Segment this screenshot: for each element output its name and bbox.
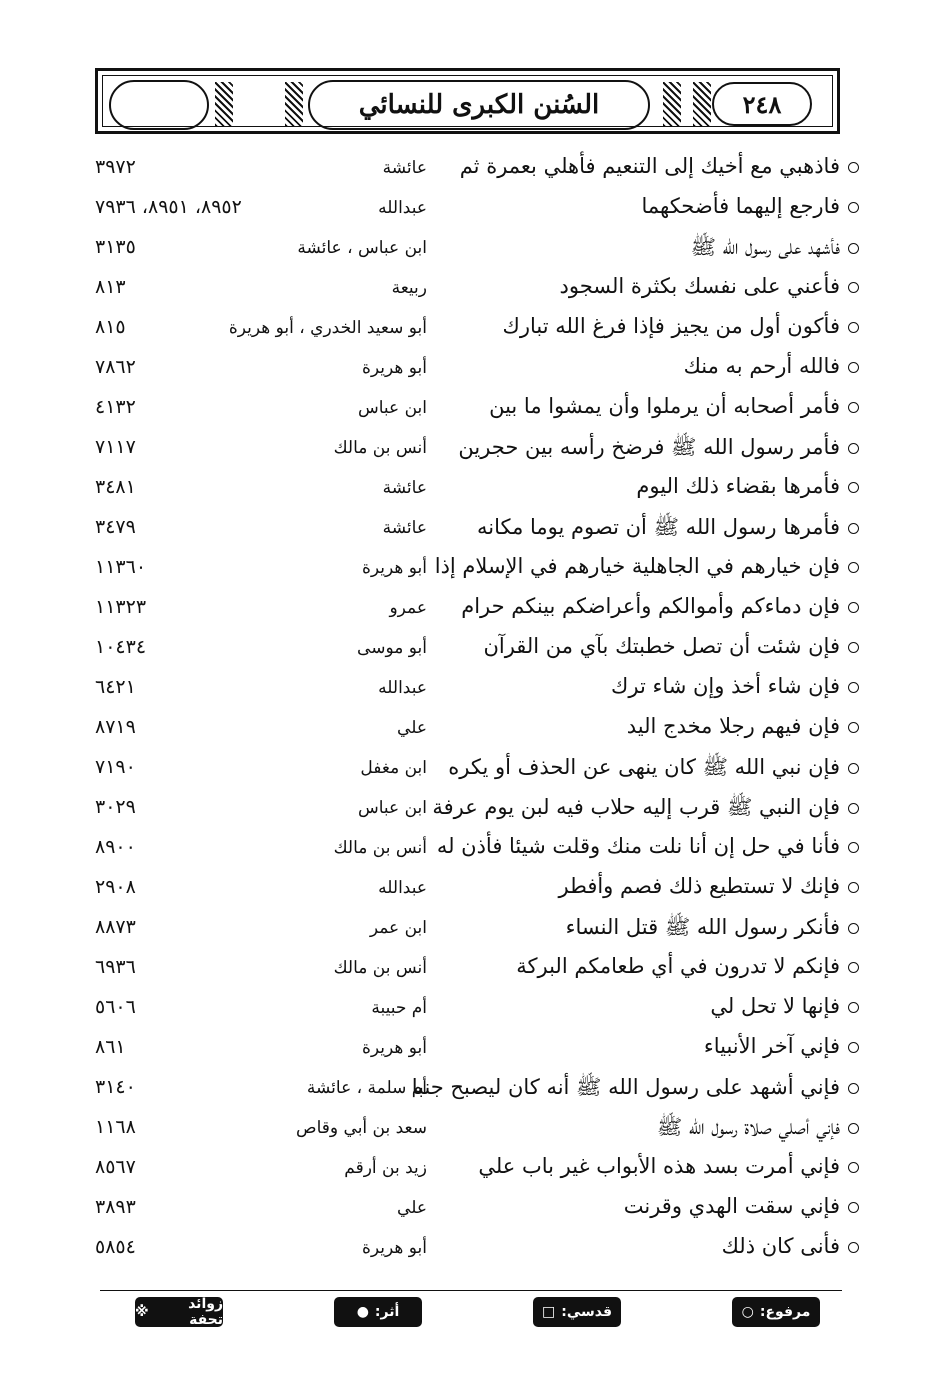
hadith-phrase	[657, 1114, 859, 1145]
hadith-phrase-text: فإني أمرت بسد هذه الأبواب غير باب علي	[478, 1154, 840, 1178]
ornament-left	[215, 82, 233, 126]
publisher-logo	[109, 80, 209, 130]
hadith-phrase-text: فإن شئت أن تصل خطبتك بآي من القرآن	[483, 634, 840, 658]
hadith-phrase	[559, 874, 860, 898]
narrator-name: علي	[397, 1198, 427, 1218]
marfu-bullet-icon	[848, 282, 859, 293]
index-row	[0, 590, 947, 630]
hadith-phrase-text: فإني سقت الهدي وقرنت	[623, 1194, 840, 1218]
narrator-name: عائشة	[382, 158, 427, 178]
hadith-phrase-text: فأشهد على رسول الله ﷺ	[690, 235, 840, 259]
narrator-name: أم سلمة ، عائشة	[306, 1078, 427, 1098]
index-row	[0, 750, 947, 790]
narrator-name: ربيعة	[391, 278, 427, 298]
marfu-bullet-icon	[848, 523, 859, 534]
narrator-name: أبو هريرة	[361, 358, 427, 378]
hadith-numbers: ٨٨٧٣	[95, 916, 136, 938]
hadith-phrase	[477, 514, 859, 545]
index-row	[0, 1070, 947, 1110]
narrator-name: أنس بن مالك	[333, 438, 427, 458]
marfu-bullet-icon	[848, 482, 859, 493]
marfu-bullet-icon	[848, 763, 859, 774]
narrator-name: عمرو	[389, 598, 427, 618]
hadith-numbers: ٥٦٠٦	[95, 996, 136, 1018]
hadith-index-list	[0, 150, 947, 1270]
index-row	[0, 350, 947, 390]
page-number: ٢٤٨	[712, 82, 812, 126]
narrator-name: أبو هريرة	[361, 558, 427, 578]
hadith-phrase	[435, 554, 859, 578]
hadith-numbers: ٣٤٧٩	[95, 516, 136, 538]
marfu-bullet-icon	[848, 322, 859, 333]
narrator-name: أبو هريرة	[361, 1038, 427, 1058]
hadith-numbers: ٨٥٦٧	[95, 1156, 136, 1178]
marfu-bullet-icon	[848, 1202, 859, 1213]
hadith-phrase-text: فأنكر رسول الله ﷺ قتل النساء	[565, 915, 840, 939]
hadith-phrase	[611, 674, 859, 698]
marfu-bullet-icon	[848, 1042, 859, 1053]
marfu-bullet-icon	[848, 562, 859, 573]
index-row	[0, 390, 947, 430]
marfu-bullet-icon	[848, 1242, 859, 1253]
index-row	[0, 630, 947, 670]
marfu-bullet-icon	[848, 882, 859, 893]
marfu-bullet-icon	[848, 1123, 859, 1134]
legend-qudsi-label: قدسي:	[561, 1304, 613, 1320]
marfu-bullet-icon	[848, 803, 859, 814]
narrator-name: أبو سعيد الخدري ، أبو هريرة	[228, 318, 427, 338]
marfu-bullet-icon	[848, 1002, 859, 1013]
hadith-numbers: ٣٤٨١	[95, 476, 136, 498]
hadith-numbers: ٧١١٧	[95, 436, 136, 458]
narrator-name: أنس بن مالك	[333, 958, 427, 978]
hadith-phrase	[461, 594, 859, 618]
hadith-phrase	[448, 754, 859, 785]
legend-qudsi-symbol: □	[541, 1304, 556, 1320]
hadith-phrase-text: فأكون أول من يجيز فإذا فرغ الله تبارك	[502, 314, 840, 338]
narrator-name: ابن عباس	[357, 798, 427, 818]
marfu-bullet-icon	[848, 1162, 859, 1173]
index-row	[0, 550, 947, 590]
index-row	[0, 270, 947, 310]
hadith-phrase-text: فارجع إليهما فأضحكهما	[641, 194, 840, 218]
hadith-phrase	[432, 794, 859, 825]
marfu-bullet-icon	[848, 162, 859, 173]
hadith-numbers: ١٠٤٣٤	[95, 636, 147, 658]
hadith-numbers: ٣٠٢٩	[95, 796, 136, 818]
hadith-phrase	[710, 994, 859, 1018]
narrator-name: علي	[397, 718, 427, 738]
hadith-phrase	[636, 474, 859, 498]
hadith-phrase-text: فأمرها رسول الله ﷺ أن تصوم يوما مكانه	[477, 515, 840, 539]
legend-zawaid-label: زوائد تحفة	[188, 1296, 223, 1328]
hadith-numbers: ٨٦١	[95, 1036, 126, 1058]
hadith-phrase	[641, 194, 859, 218]
hadith-phrase	[489, 394, 859, 418]
hadith-numbers: ٣١٤٠	[95, 1076, 136, 1098]
narrator-name: عبدالله	[378, 878, 427, 898]
marfu-bullet-icon	[848, 602, 859, 613]
narrator-name: أبو موسى	[357, 638, 427, 658]
hadith-numbers: ٤١٣٢	[95, 396, 136, 418]
hadith-numbers: ٨١٥	[95, 316, 126, 338]
hadith-numbers: ٥٨٥٤	[95, 1236, 136, 1258]
index-row	[0, 1190, 947, 1230]
hadith-phrase-text: فإن خيارهم في الجاهلية خيارهم في الإسلام إذا	[434, 554, 840, 578]
hadith-phrase	[684, 354, 859, 378]
index-row	[0, 790, 947, 830]
hadith-phrase	[460, 154, 859, 178]
hadith-numbers: ١١٣٦٠	[95, 556, 147, 578]
hadith-numbers: ٦٩٣٦	[95, 956, 136, 978]
hadith-numbers: ٢٩٠٨	[95, 876, 136, 898]
footer-divider	[100, 1290, 842, 1291]
legend-athar-label: أثر:	[374, 1304, 400, 1320]
hadith-numbers: ٨٧١٩	[95, 716, 136, 738]
narrator-name: ابن عمر	[369, 918, 427, 938]
index-row	[0, 430, 947, 470]
index-row	[0, 1030, 947, 1070]
narrator-name: زيد بن أرقم	[344, 1158, 427, 1178]
hadith-phrase	[704, 1034, 859, 1058]
hadith-phrase-text: فأمر رسول الله ﷺ فرضخ رأسه بين حجرين	[458, 435, 840, 459]
hadith-phrase	[722, 1234, 859, 1258]
marfu-bullet-icon	[848, 402, 859, 413]
legend-marfu-symbol: ○	[741, 1304, 754, 1320]
hadith-phrase	[691, 234, 859, 265]
index-row	[0, 470, 947, 510]
page-header	[95, 68, 840, 134]
index-row	[0, 670, 947, 710]
narrator-name: عائشة	[382, 518, 427, 538]
narrator-name: عبدالله	[378, 678, 427, 698]
hadith-phrase	[627, 714, 859, 738]
marfu-bullet-icon	[848, 962, 859, 973]
hadith-phrase-text: فإنكم لا تدرون في أي طعامكم البركة	[516, 954, 840, 978]
hadith-phrase	[503, 314, 859, 338]
legend-marfu-label: مرفوع:	[759, 1304, 811, 1320]
marfu-bullet-icon	[848, 923, 859, 934]
hadith-numbers: ٧٨٦٢	[95, 356, 136, 378]
ornament-left-inner	[285, 82, 303, 126]
hadith-phrase	[458, 434, 859, 465]
legend-marfu	[732, 1297, 820, 1327]
narrator-name: ابن عباس	[357, 398, 427, 418]
hadith-phrase-text: فإني آخر الأنبياء	[703, 1034, 840, 1058]
narrator-name: ابن مغفل	[360, 758, 427, 778]
hadith-phrase	[516, 954, 859, 978]
header-frame	[102, 75, 833, 127]
hadith-phrase-text: فإن فيهم رجلا مخدج اليد	[626, 714, 840, 738]
legend-zawaid-symbol: ※	[135, 1304, 149, 1320]
hadith-phrase-text: فإن النبي ﷺ قرب إليه حلاب فيه لبن يوم عرفة	[432, 795, 840, 819]
book-title: السُنن الكبرى للنسائي	[308, 80, 650, 130]
narrator-name: أنس بن مالك	[333, 838, 427, 858]
index-row	[0, 230, 947, 270]
index-row	[0, 510, 947, 550]
narrator-name: سعد بن أبي وقاص	[296, 1118, 427, 1138]
hadith-numbers: ١١٦٨	[95, 1116, 136, 1138]
hadith-phrase	[483, 634, 859, 658]
hadith-phrase-text: فأمر أصحابه أن يرملوا وأن يمشوا ما بين	[489, 394, 840, 418]
hadith-phrase	[566, 914, 859, 945]
narrator-name: أبو هريرة	[361, 1238, 427, 1258]
marfu-bullet-icon	[848, 443, 859, 454]
index-row	[0, 710, 947, 750]
index-row	[0, 1150, 947, 1190]
marfu-bullet-icon	[848, 682, 859, 693]
hadith-phrase	[437, 834, 859, 858]
ornament-right-inner	[663, 82, 681, 126]
index-row	[0, 150, 947, 190]
legend-zawaid	[135, 1297, 223, 1327]
marfu-bullet-icon	[848, 362, 859, 373]
hadith-numbers: ٨٩٠٠	[95, 836, 136, 858]
index-row	[0, 310, 947, 350]
hadith-numbers: ٣١٣٥	[95, 236, 136, 258]
hadith-phrase-text: فاذهبي مع أخيك إلى التنعيم فأهلي بعمرة ثم	[459, 154, 840, 178]
legend-qudsi	[533, 1297, 621, 1327]
hadith-numbers: ٨٩٥٢، ٨٩٥١، ٧٩٣٦	[95, 196, 242, 218]
marfu-bullet-icon	[848, 722, 859, 733]
index-row	[0, 990, 947, 1030]
hadith-numbers: ٨١٣	[95, 276, 126, 298]
hadith-phrase	[624, 1194, 859, 1218]
hadith-phrase-text: فإن نبي الله ﷺ كان ينهى عن الحذف أو يكره	[448, 755, 840, 779]
marfu-bullet-icon	[848, 1083, 859, 1094]
index-row	[0, 1110, 947, 1150]
hadith-phrase-text: فأعني على نفسك بكثرة السجود	[559, 274, 840, 298]
index-row	[0, 910, 947, 950]
hadith-phrase-text: فإني أشهد على رسول الله ﷺ أنه كان ليصبح جنبا	[411, 1075, 840, 1099]
hadith-numbers: ٣٨٩٣	[95, 1196, 136, 1218]
marfu-bullet-icon	[848, 642, 859, 653]
hadith-phrase	[478, 1154, 859, 1178]
legend-athar-symbol: ●	[356, 1304, 369, 1320]
hadith-phrase	[560, 274, 860, 298]
hadith-phrase-text: فإنها لا تحل لي	[710, 994, 840, 1018]
index-row	[0, 870, 947, 910]
hadith-numbers: ٧١٩٠	[95, 756, 136, 778]
index-row	[0, 950, 947, 990]
hadith-phrase-text: فإن شاء أخذ وإن شاء ترك	[611, 674, 840, 698]
narrator-name: أم حبيبة	[371, 998, 427, 1018]
index-row	[0, 830, 947, 870]
hadith-phrase	[412, 1074, 859, 1105]
legend-athar	[334, 1297, 422, 1327]
hadith-phrase-text: فأنى كان ذلك	[721, 1234, 840, 1258]
hadith-phrase-text: فأمرها بقضاء ذلك اليوم	[636, 474, 840, 498]
hadith-phrase-text: فإنك لا تستطيع ذلك فصم وأفطر	[558, 874, 840, 898]
ornament-right	[693, 82, 711, 126]
narrator-name: عائشة	[382, 478, 427, 498]
hadith-phrase-text: فأنا في حل إن أنا نلت منك وقلت شيئا فأذن له	[436, 834, 840, 858]
hadith-phrase-text: فالله أرحم به منك	[683, 354, 840, 378]
hadith-phrase-text: فإني أصلي صلاة رسول الله ﷺ	[656, 1115, 840, 1139]
index-row	[0, 190, 947, 230]
narrator-name: عبدالله	[378, 198, 427, 218]
hadith-phrase-text: فإن دماءكم وأموالكم وأعراضكم بينكم حرام	[461, 594, 840, 618]
narrator-name: ابن عباس ، عائشة	[297, 238, 427, 258]
hadith-numbers: ٣٩٧٢	[95, 156, 136, 178]
hadith-numbers: ٦٤٢١	[95, 676, 136, 698]
hadith-numbers: ١١٣٢٣	[95, 596, 147, 618]
marfu-bullet-icon	[848, 243, 859, 254]
marfu-bullet-icon	[848, 202, 859, 213]
marfu-bullet-icon	[848, 842, 859, 853]
index-row	[0, 1230, 947, 1270]
